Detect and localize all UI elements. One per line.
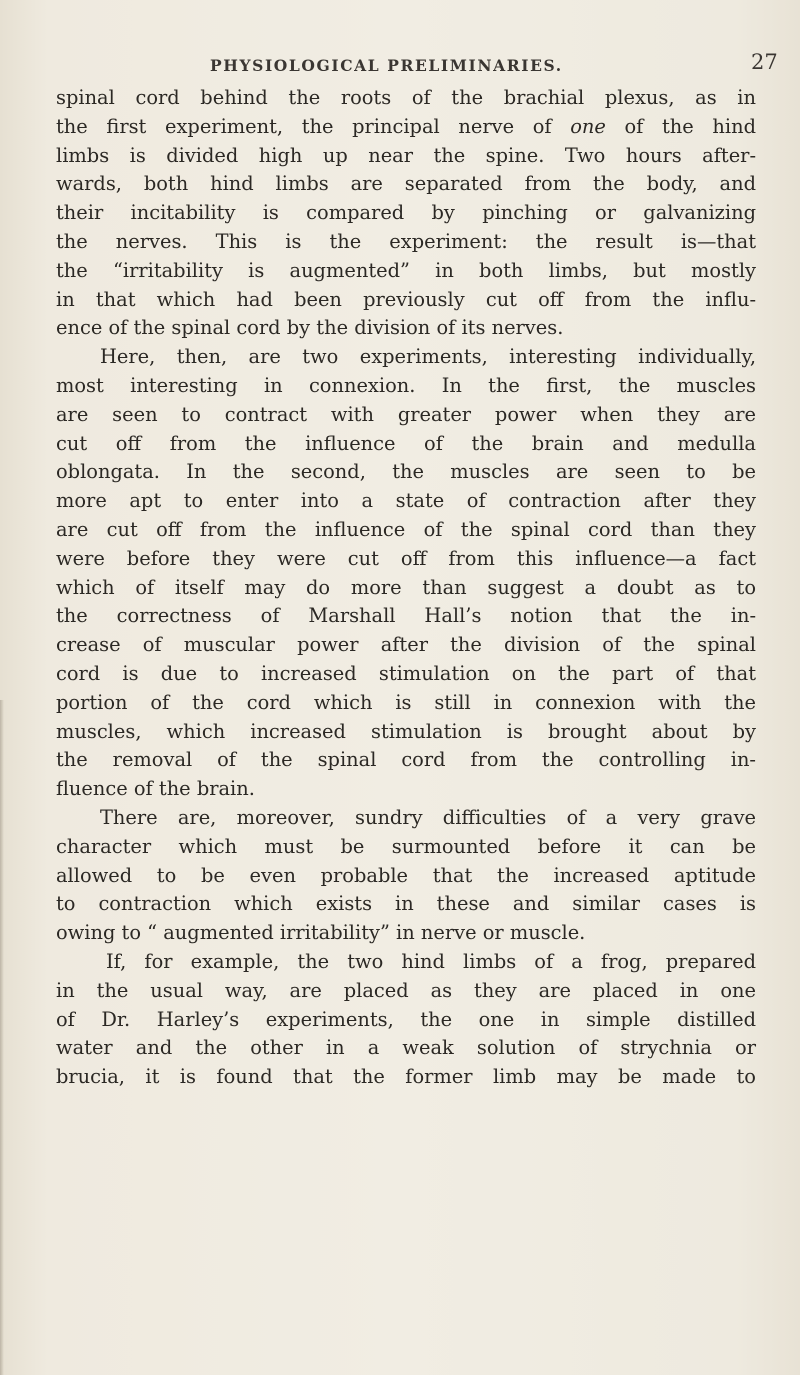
- text-line: fluence of the brain.: [56, 777, 255, 801]
- text-segment: of the hind: [624, 114, 756, 138]
- text-line: crease of muscular power after the division of the spinal: [56, 633, 756, 657]
- text-line: Here, then, are two experiments, interesting individually,: [100, 345, 756, 369]
- text-line: water and the other in a weak solution of strychnia or: [56, 1036, 756, 1060]
- italic-word: one: [570, 114, 606, 138]
- paragraph-1: [56, 84, 756, 343]
- text-segment: the first experiment, the principal nerve of: [56, 114, 552, 138]
- text-line: the correctness of Marshall Hall’s notion that the in-: [56, 604, 756, 628]
- text-line: wards, both hind limbs are separated from the body, and: [56, 172, 756, 196]
- text-line: the removal of the spinal cord from the controlling in-: [56, 748, 756, 772]
- text-line: [56, 113, 756, 142]
- text-line: most interesting in connexion. In the first, the muscles: [56, 373, 756, 397]
- text-line: were before they were cut off from this influence—a fact: [56, 546, 756, 570]
- text-line: character which must be surmounted before it can be: [56, 834, 756, 858]
- body-text: [56, 84, 756, 1092]
- text-line: owing to “ augmented irritability” in nerve or muscle.: [56, 921, 586, 945]
- text-line: muscles, which increased stimulation is brought about by: [56, 719, 756, 743]
- page-gutter-shadow: [0, 700, 4, 1375]
- text-line: portion of the cord which is still in connexion with the: [56, 690, 756, 714]
- text-line: limbs is divided high up near the spine. Two hours after-: [56, 143, 756, 167]
- text-line: more apt to enter into a state of contraction after they: [56, 489, 756, 513]
- text-line: are seen to contract with greater power when they are: [56, 402, 756, 426]
- text-line: allowed to be even probable that the increased aptitude: [56, 863, 756, 887]
- paragraph-3: [56, 804, 756, 948]
- text-line: in that which had been previously cut off from the influ-: [56, 287, 756, 311]
- text-line: in the usual way, are placed as they are placed in one: [56, 978, 756, 1002]
- running-title: PHYSIOLOGICAL PRELIMINARIES.: [210, 56, 563, 75]
- text-line: There are, moreover, sundry difficulties of a very grave: [100, 805, 756, 829]
- text-line: brucia, it is found that the former limb may be made to: [56, 1065, 756, 1089]
- text-line: the “irritability is augmented” in both limbs, but mostly: [56, 258, 756, 282]
- text-line: to contraction which exists in these and similar cases is: [56, 892, 756, 916]
- text-line: If, for example, the two hind limbs of a frog, prepared: [106, 949, 756, 973]
- page-number: 27: [751, 50, 778, 74]
- text-line: which of itself may do more than suggest a doubt as to: [56, 575, 756, 599]
- text-line: of Dr. Harley’s experiments, the one in simple distilled: [56, 1007, 756, 1031]
- text-line: the nerves. This is the experiment: the result is—that: [56, 229, 756, 253]
- text-line: their incitability is compared by pinching or galvanizing: [56, 201, 756, 225]
- paragraph-4: [56, 948, 756, 1092]
- text-line: are cut off from the influence of the spinal cord than they: [56, 517, 756, 541]
- text-line: spinal cord behind the roots of the brachial plexus, as in: [56, 86, 756, 109]
- text-line: ence of the spinal cord by the division of its nerves.: [56, 316, 564, 340]
- paragraph-2: [56, 343, 756, 804]
- text-line: cut off from the influence of the brain and medulla: [56, 431, 756, 455]
- text-line: cord is due to increased stimulation on the part of that: [56, 661, 756, 685]
- text-line: oblongata. In the second, the muscles are seen to be: [56, 460, 756, 484]
